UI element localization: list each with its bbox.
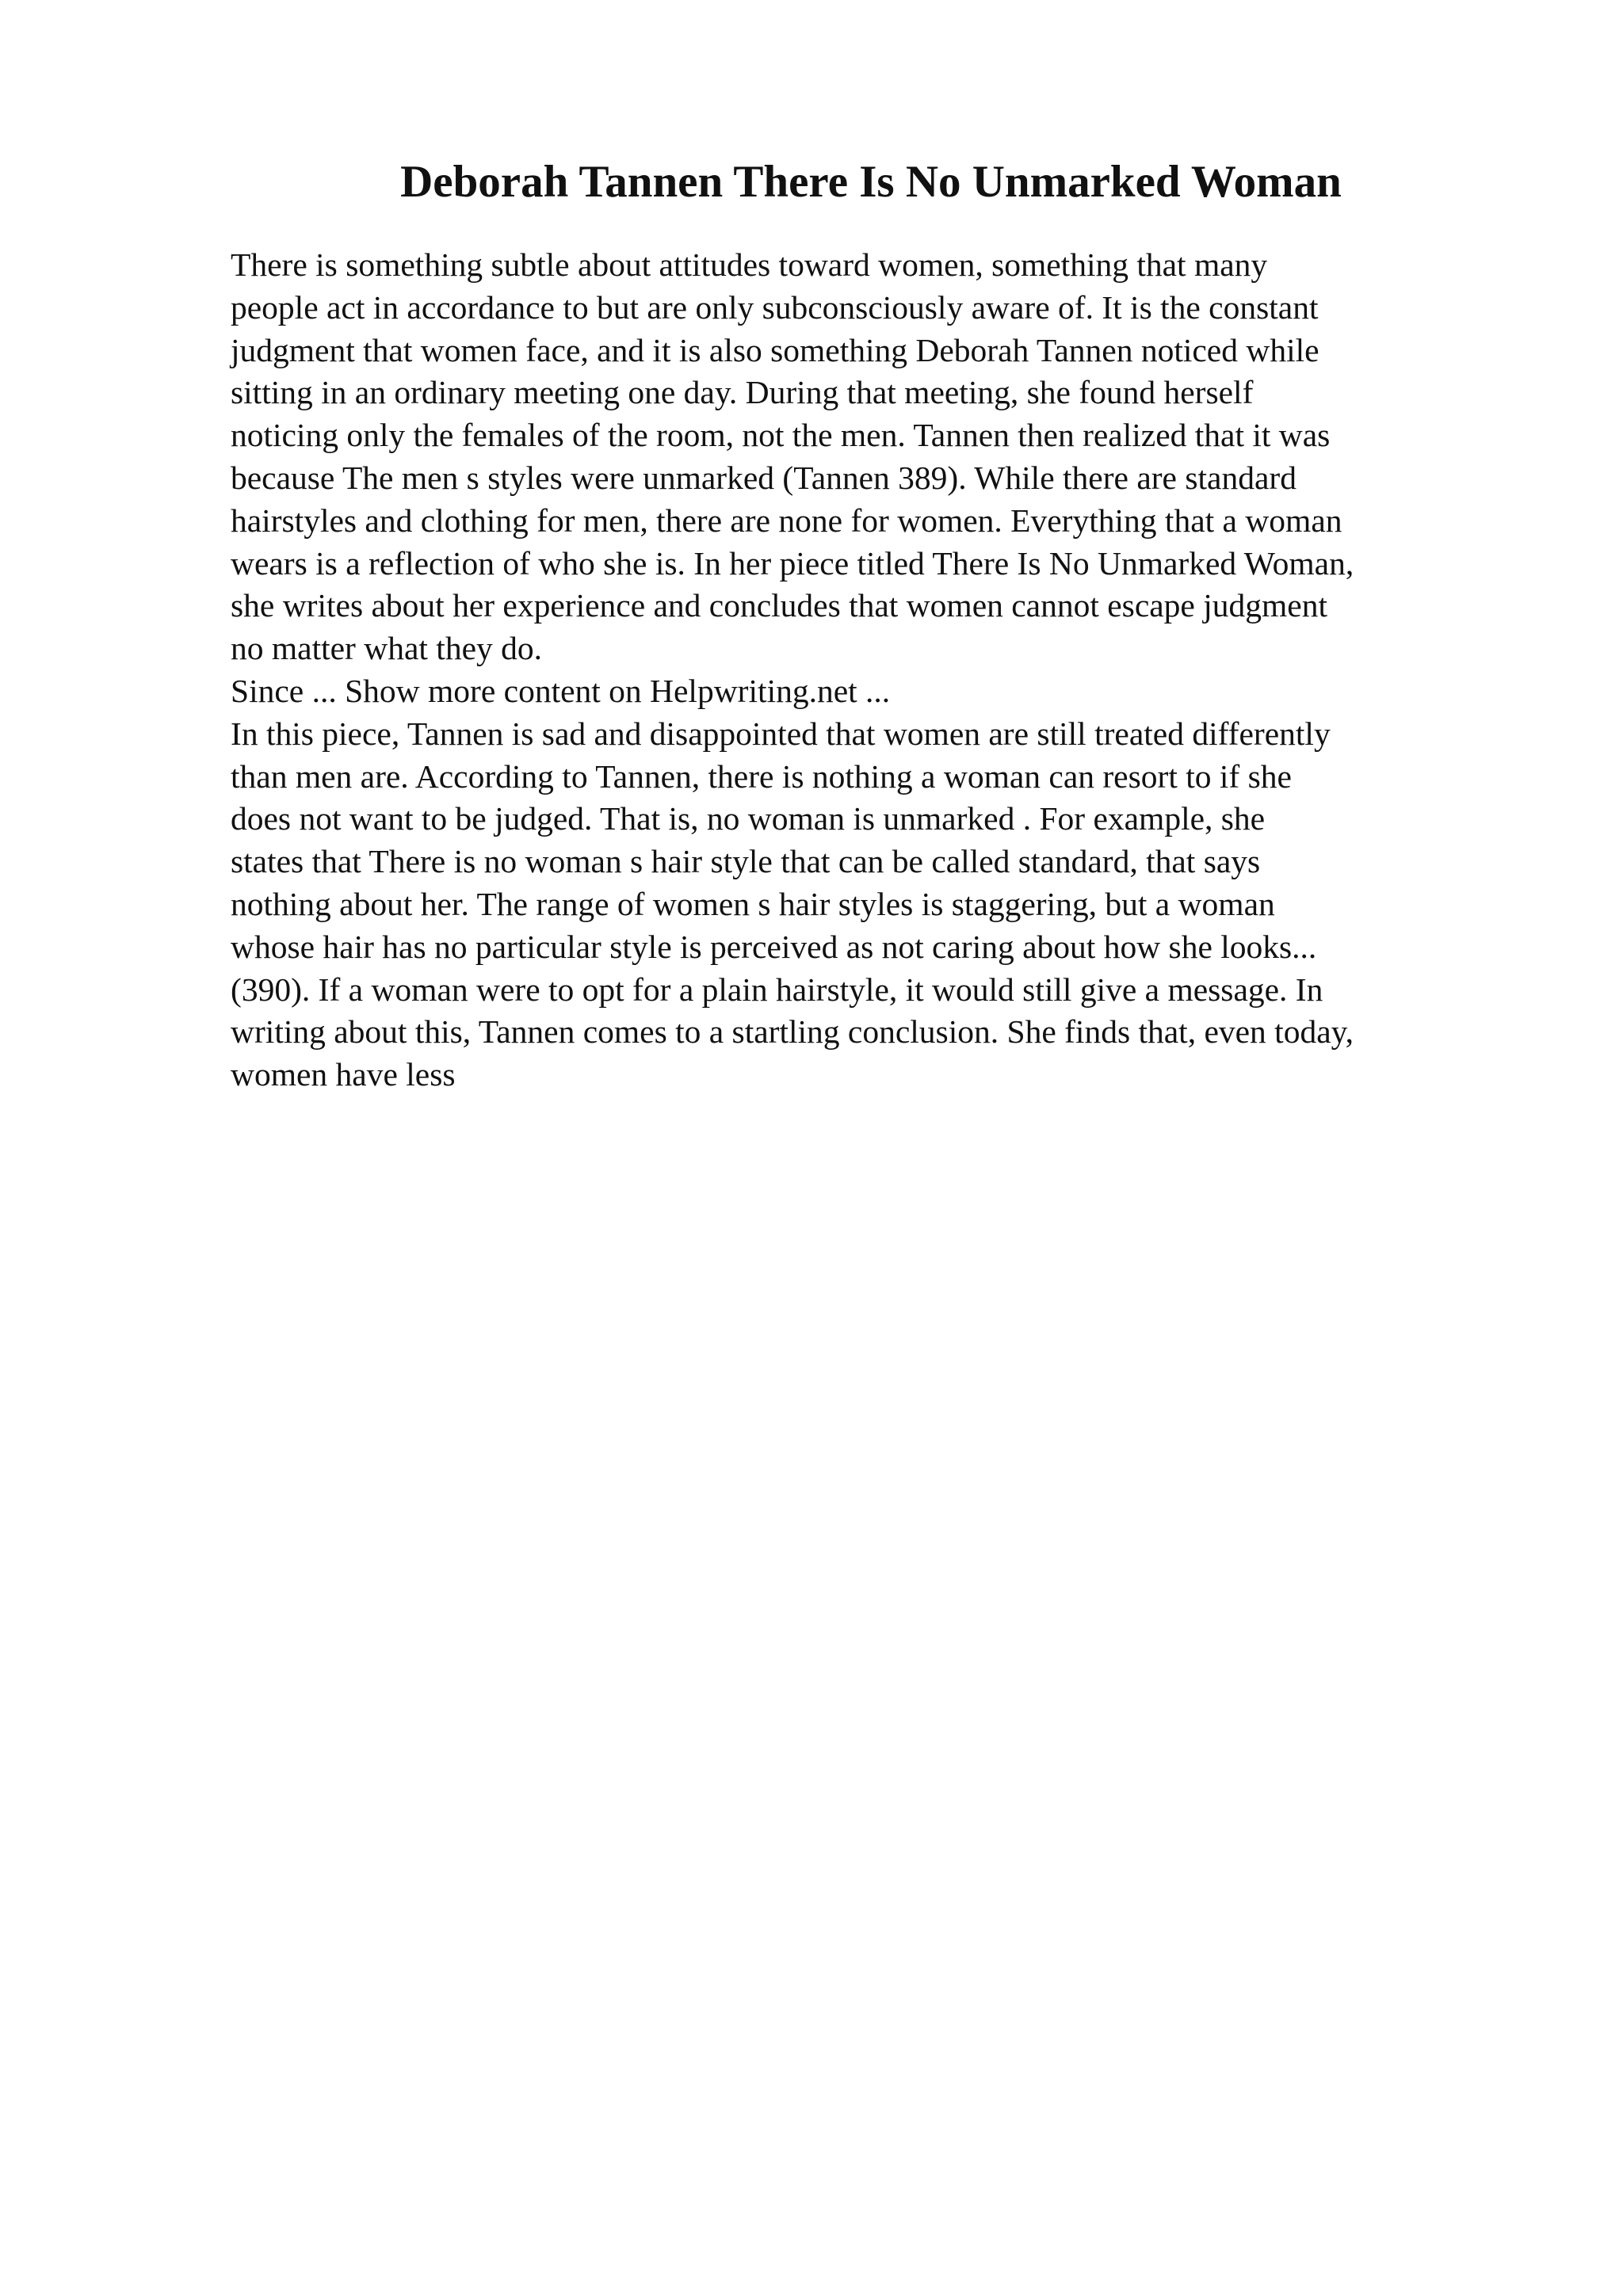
body-line: she writes about her experience and concludes that women cannot escape judgment	[231, 587, 1327, 624]
body-line: There is something subtle about attitudes toward women, something that many	[231, 246, 1268, 283]
body-line: states that There is no woman s hair style that can be called standard, that says	[231, 843, 1261, 880]
body-line: judgment that women face, and it is also something Deborah Tannen noticed while	[231, 331, 1319, 368]
body-line: wears is a reflection of who she is. In her piece titled There Is No Unmarked Woman,	[231, 544, 1354, 582]
body-line: noticing only the females of the room, not the men. Tannen then realized that it was	[231, 417, 1331, 454]
body-line: nothing about her. The range of women s hair styles is staggering, but a woman	[231, 885, 1275, 922]
body-line: because The men s styles were unmarked (Tannen 389). While there are standard	[231, 459, 1296, 496]
body-line: than men are. According to Tannen, there is nothing a woman can resort to if she	[231, 757, 1292, 795]
body-line: people act in accordance to but are only subconsciously aware of. It is the constant	[231, 288, 1319, 326]
body-line: women have less	[231, 1056, 456, 1093]
document-body	[231, 244, 1499, 1097]
body-line: hairstyles and clothing for men, there are none for women. Everything that a woman	[231, 502, 1342, 539]
body-line: (390). If a woman were to opt for a plain hairstyle, it would still give a message. In	[231, 971, 1323, 1008]
body-line: whose hair has no particular style is perceived as not caring about how she looks...	[231, 928, 1317, 965]
body-line: sitting in an ordinary meeting one day. During that meeting, she found herself	[231, 374, 1254, 411]
body-line: writing about this, Tannen comes to a startling conclusion. She finds that, even today,	[231, 1013, 1354, 1051]
body-line: no matter what they do.	[231, 630, 542, 667]
show-more-link[interactable]: Since ... Show more content on Helpwriting.net ...	[231, 672, 891, 709]
document-title: Deborah Tannen There Is No Unmarked Woman	[400, 157, 1342, 207]
body-line: does not want to be judged. That is, no woman is unmarked . For example, she	[231, 800, 1266, 837]
body-line: In this piece, Tannen is sad and disappointed that women are still treated differently	[231, 715, 1331, 752]
